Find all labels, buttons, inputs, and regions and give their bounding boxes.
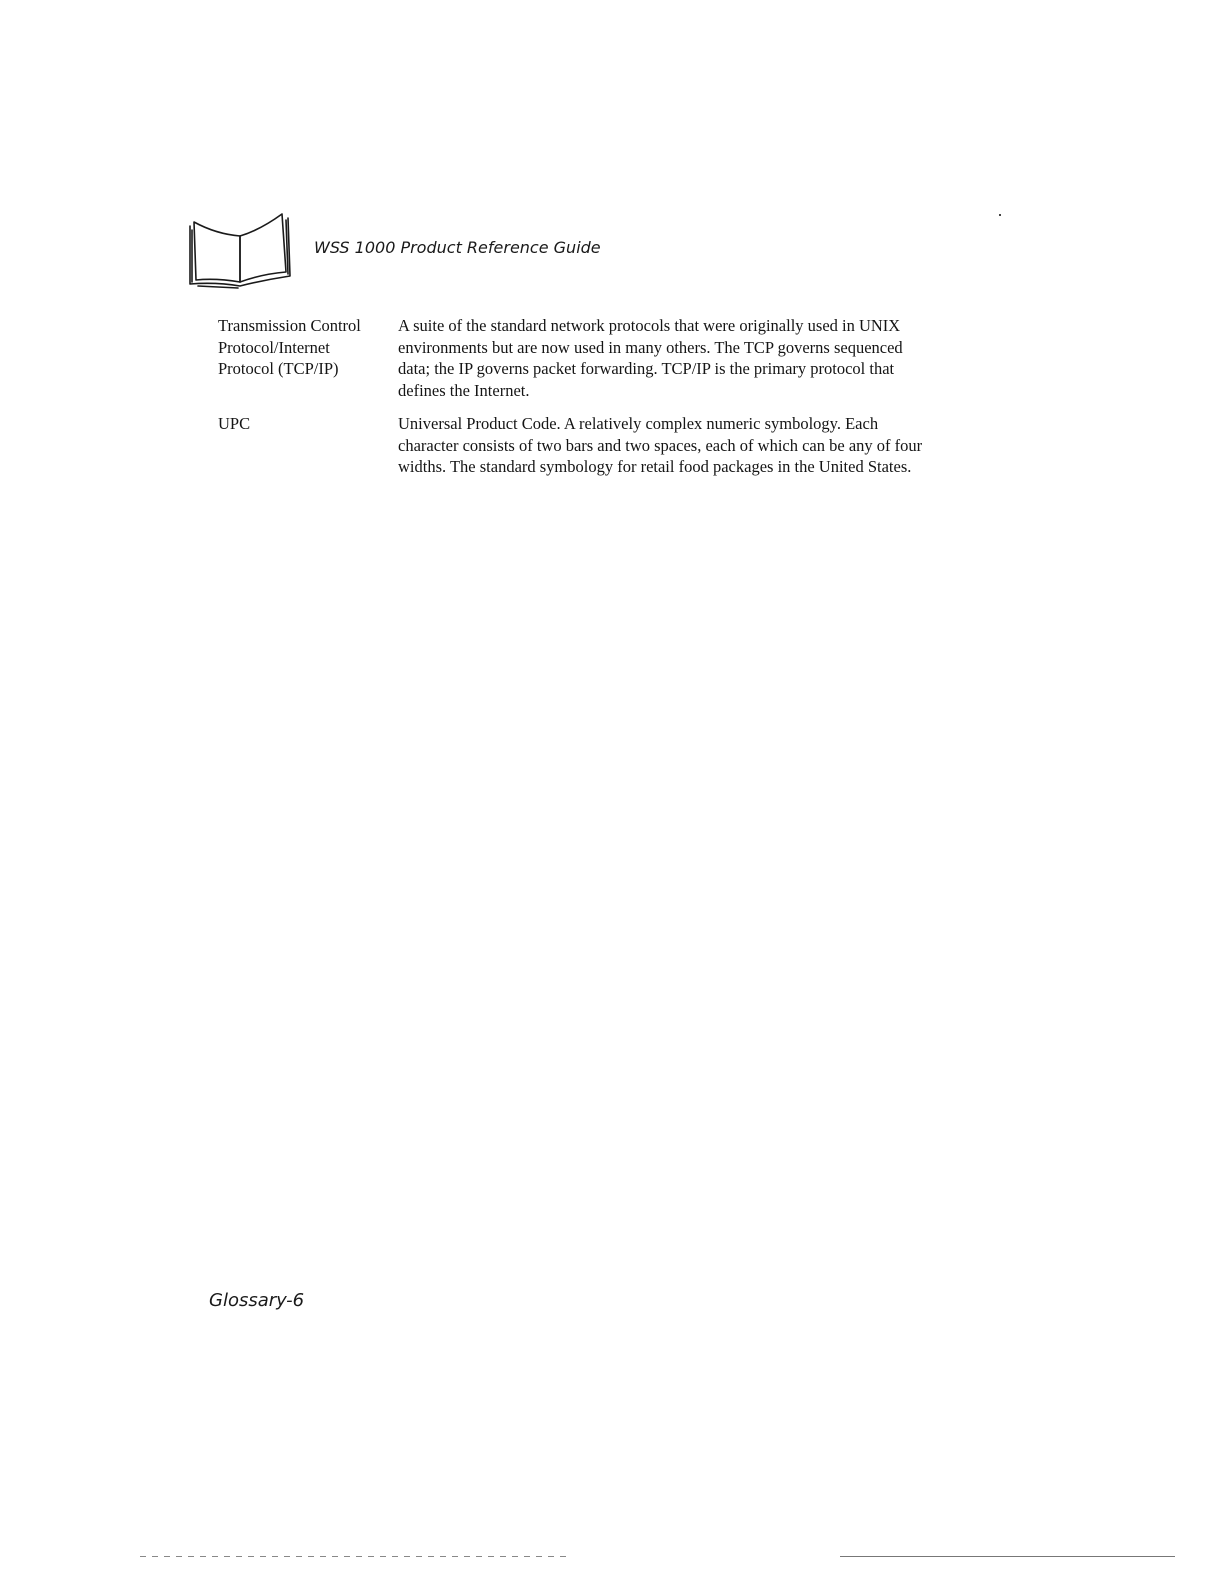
term-line: Protocol/Internet xyxy=(218,337,330,357)
term-line: Protocol (TCP/IP) xyxy=(218,359,339,378)
glossary-entry-upc xyxy=(218,413,938,478)
term-line: Transmission Control xyxy=(218,316,361,335)
glossary-list xyxy=(218,315,938,478)
glossary-definition: A suite of the standard network protocols that were originally used in UNIX environments but are now used in many others. The TCP governs sequenced data; the IP governs packet forwarding. TCP/IP is the primary protocol that defines the Internet. xyxy=(398,316,903,400)
glossary-term xyxy=(218,413,398,478)
scan-artifact-line xyxy=(140,1556,570,1557)
glossary-definition: Universal Product Code. A relatively complex numeric symbology. Each character consists of two bars and two spaces, each of which can be any of four widths. The standard symbology for retail food packages in the United States. xyxy=(398,414,923,476)
running-header: WSS 1000 Product Reference Guide xyxy=(314,238,601,257)
scan-artifact-line xyxy=(840,1556,1175,1557)
book-icon xyxy=(188,210,296,290)
glossary-entry-tcp-ip xyxy=(218,315,938,401)
glossary-term xyxy=(218,315,398,401)
scan-speck xyxy=(999,214,1001,216)
page-number: Glossary-6 xyxy=(209,1290,305,1311)
term-line: UPC xyxy=(218,414,251,433)
